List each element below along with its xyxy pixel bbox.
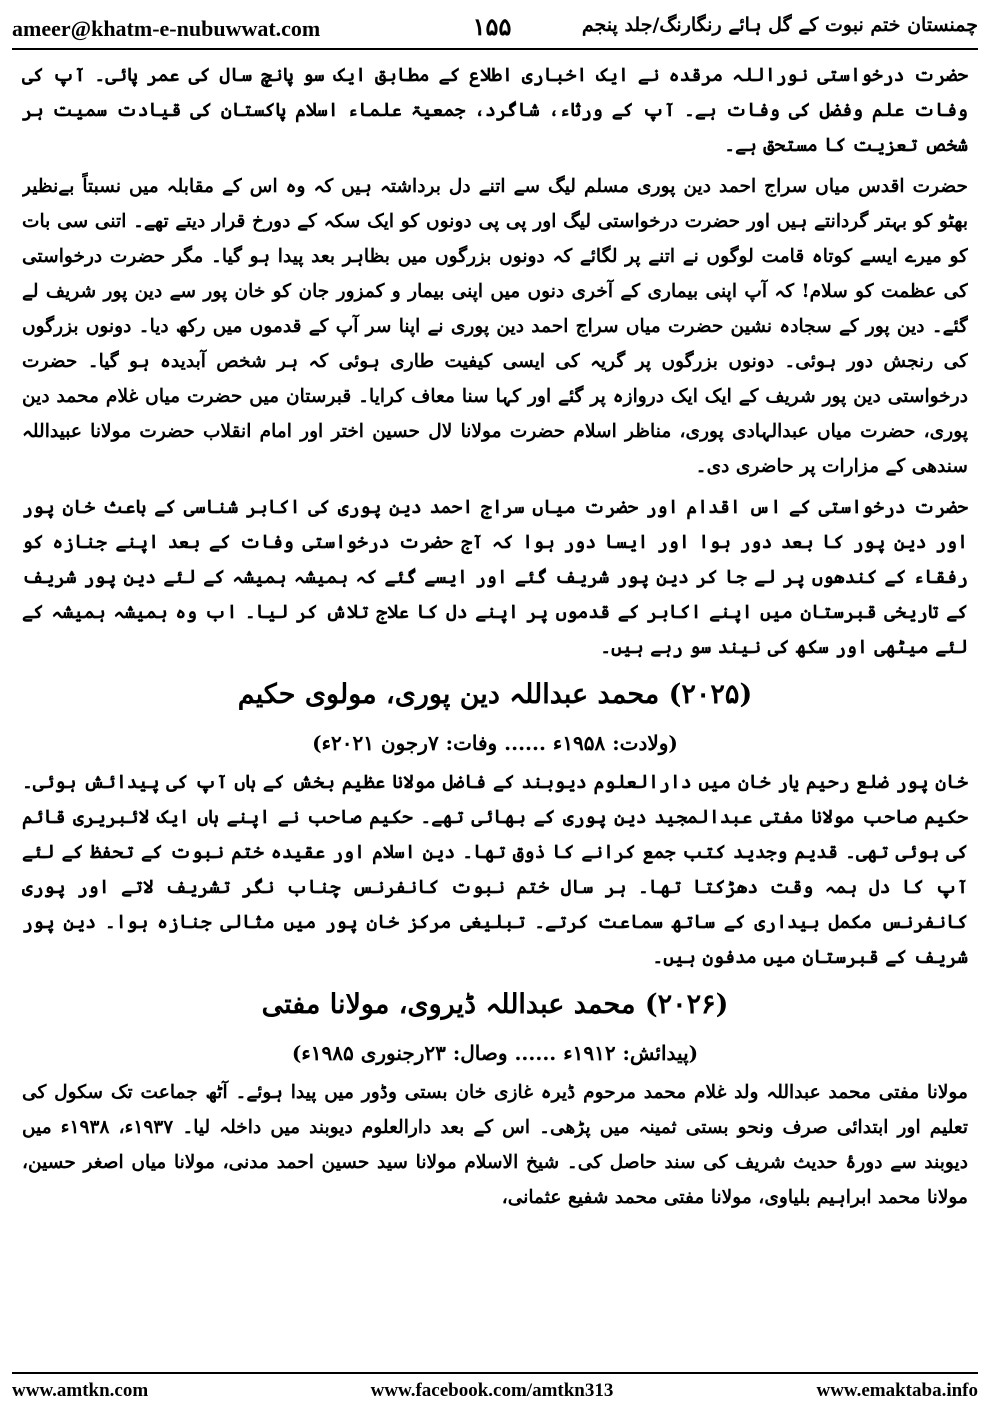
page-header xyxy=(12,10,978,50)
paragraph-intro-2: حضرت اقدس میاں سراج احمد دین پوری مسلم لیگ سے اتنے دل برداشتہ ہیں کہ وہ اس کے مقابلہ میں نسبتاً بےنظیر بھٹو کو بہتر گردانتے ہیں اور حضرت درخواستی لیگ اور پی پی دونوں کو ایک سکہ کے دورخ قرار دیتے تھے۔ اتنی سی بات کو میرے ایسے کوتاہ قامت لوگوں نے اتنے پر لگائے کہ دونوں بزرگوں میں بظاہر بعد پیدا ہو گیا۔ مگر حضرت درخواستی کی عظمت کو سلام! کہ آپ اپنی بیماری کے آخری دنوں میں اپنی بیمار و کمزور جان کو خان پور سے دین پور شریف لے گئے۔ دین پور کے سجادہ نشین حضرت میاں سراج احمد دین پوری نے اپنا سر آپ کے قدموں میں رکھ دیا۔ دونوں بزرگوں کی رنجش دور ہوئی۔ دونوں بزرگوں پر گریہ کی ایسی کیفیت طاری ہوئی کہ ہر شخص آبدیدہ ہو گیا۔ حضرت درخواستی دین پور شریف کے ایک ایک دروازہ پر گئے اور کہا سنا معاف کرایا۔ قبرستان میں حضرت میاں غلام محمد دین پوری، حضرت میاں عبدالہادی پوری، مناظر اسلام حضرت مولانا لال حسین اختر اور امام انقلاب حضرت مولانا عبیداللہ سندھی کے مزارات پر حاضری دی۔ xyxy=(22,176,968,477)
book-title: چمنستان ختم نبوت کے گل ہائے رنگارنگ/جلد پنجم xyxy=(581,14,978,36)
page-body xyxy=(22,58,968,1368)
footer-rule xyxy=(12,1372,978,1374)
header-rule xyxy=(12,48,978,50)
page-number: ۱۵۵ xyxy=(472,12,512,41)
entry-2025-paragraph: خان پور ضلع رحیم یار خان میں دارالعلوم دیوبند کے فاضل مولانا عظیم بخش کے ہاں آپ کی پیدائش ہوئی۔ حکیم صاحب مولانا مفتی عبدالمجید دین پوری کے بھائی تھے۔ حکیم صاحب نے اپنے ہاں ایک لائبریری قائم کی ہوئی تھی۔ قدیم وجدید کتب جمع کرانے کا ذوق تھا۔ دین اسلام اور عقیدہ ختم نبوت کے تحفظ کے لئے آپ کا دل ہمہ وقت دھڑکتا تھا۔ ہر سال ختم نبوت کانفرنس چناب نگر تشریف لاتے اور پوری کانفرنس مکمل بیداری کے ساتھ سماعت کرتے۔ تبلیغی مرکز خان پور میں مثالی جنازہ ہوا۔ دین پور شریف کے قبرستان میں مدفون ہیں۔ xyxy=(22,772,968,968)
entry-2025-heading: (۲۰۲۵) محمد عبداللہ دین پوری، مولوی حکیم xyxy=(237,679,753,710)
header-email[interactable]: ameer@khatm-e-nubuwwat.com xyxy=(12,16,321,41)
entry-2026-paragraph: مولانا مفتی محمد عبداللہ ولد غلام محمد مرحوم ڈیرہ غازی خان بستی وڈور میں پیدا ہوئے۔ آٹھ جماعت تک سکول کی تعلیم اور ابتدائی صرف ونحو بستی ثمینہ میں پڑھی۔ اس کے بعد دارالعلوم دیوبند میں داخلہ لیا۔ ۱۹۳۷ء، ۱۹۳۸ء میں دیوبند سے دورۂ حدیث شریف کی سند حاصل کی۔ شیخ الاسلام مولانا سید حسین احمد مدنی، مولانا میاں اصغر حسین، مولانا محمد ابراہیم بلیاوی، مولانا مفتی محمد شفیع عثمانی، xyxy=(22,1082,968,1208)
entry-2026-heading: (۲۰۲۶) محمد عبداللہ ڈیروی، مولانا مفتی xyxy=(261,989,729,1020)
footer-link-amtkn[interactable]: www.amtkn.com xyxy=(12,1380,149,1401)
entry-2026-dates: (پیدائش: ۱۹۱۲ء ...... وصال: ۲۳رجنوری ۱۹۸۵ء) xyxy=(291,1041,699,1065)
footer-link-emaktaba[interactable]: www.emaktaba.info xyxy=(816,1380,978,1401)
entry-2025-dates: (ولادت: ۱۹۵۸ء ...... وفات: ۷رجون ۲۰۲۱ء) xyxy=(312,731,678,755)
page-footer xyxy=(12,1378,978,1408)
paragraph-intro-3: حضرت درخواستی کے اس اقدام اور حضرت میاں سراج احمد دین پوری کی اکابر شناسی کے باعث خان پور اور دین پور کا بعد دور ہوا اور ایسا دور ہوا کہ آج حضرت درخواستی وفات کے بعد اپنے جنازہ کو رفقاء کے کندھوں پر لے جا کر دین پور شریف گئے اور ایسے گئے کہ ہمیشہ ہمیشہ کے لئے دین پور شریف کے تاریخی قبرستان میں اپنے اکابر کے قدموں پر اپنے دل کا علاج تلاش کر لیا۔ اب وہ ہمیشہ ہمیشہ کے لئے میٹھی اور سکھ کی نیند سو رہے ہیں۔ xyxy=(22,497,968,658)
footer-link-facebook[interactable]: www.facebook.com/amtkn313 xyxy=(370,1380,614,1401)
paragraph-intro-1: حضرت درخواستی نوراللہ مرقدہ نے ایک اخباری اطلاع کے مطابق ایک سو پانچ سال کی عمر پائی۔ آپ کی وفات علم وفضل کی وفات ہے۔ آپ کے ورثاء، شاگرد، جمعیۃ علماء اسلام پاکستان کی قیادت سمیت ہر شخص تعزیت کا مستحق ہے۔ xyxy=(22,65,968,156)
